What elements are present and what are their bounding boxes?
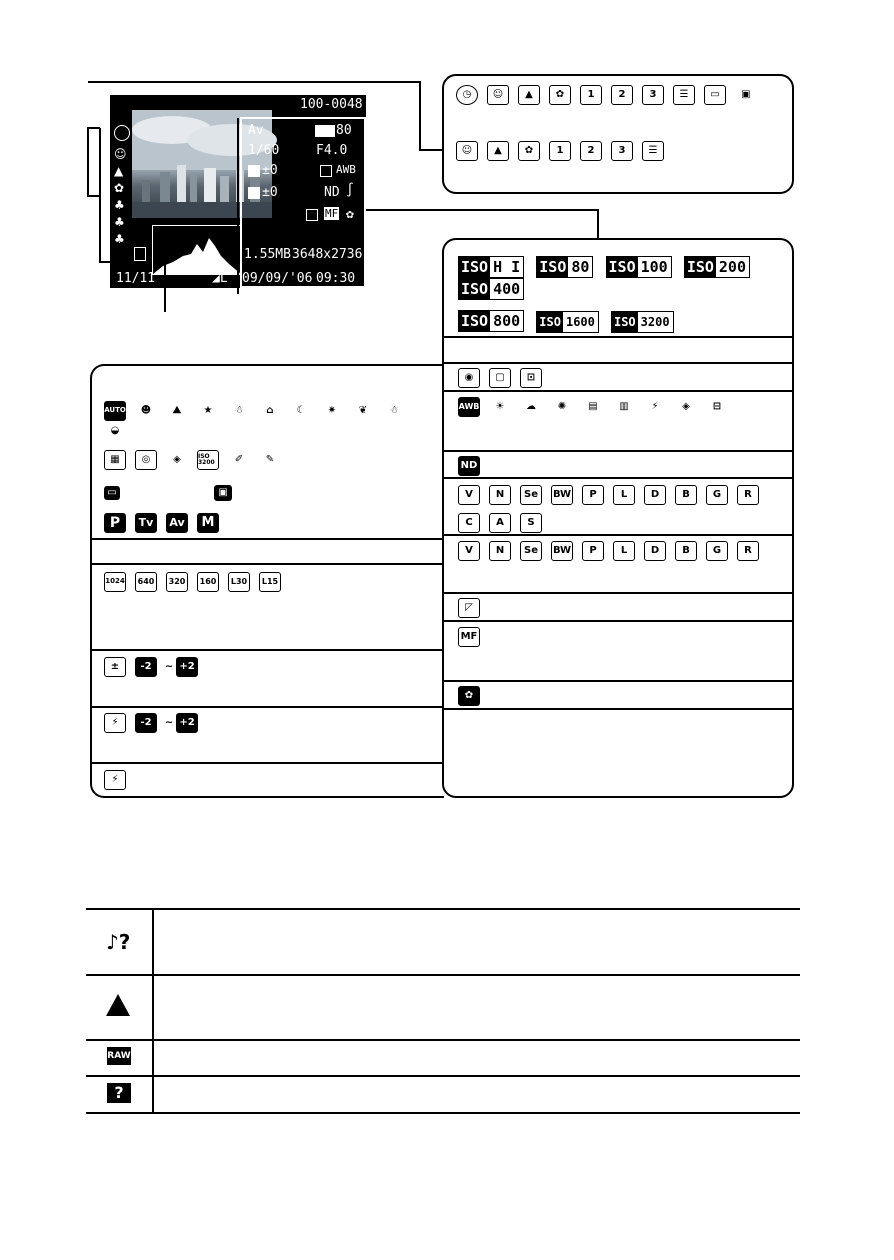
my-colors-icon: ∫ (346, 183, 354, 198)
my-colors-n-icon: N (489, 485, 511, 505)
tv-mode-icon: Tv (135, 513, 157, 533)
image-count: 11/11 (116, 271, 156, 286)
macro-icon: ✿ (346, 207, 354, 222)
todo-icon: ☰ (642, 141, 664, 161)
effect-n-icon: N (489, 541, 511, 561)
image-resolution: 3648x2736 (292, 247, 363, 262)
effect-se-icon: Se (520, 541, 542, 561)
fireworks-icon: ✷ (321, 401, 343, 421)
my-colors-b-icon: B (675, 485, 697, 505)
category-3-icon: 3 (642, 85, 664, 105)
category-panel (442, 74, 794, 194)
folder-icon: ▭ (704, 85, 726, 105)
divider (444, 620, 792, 622)
av-mode-icon: Av (166, 513, 188, 533)
manual-mode-icon: M (197, 513, 219, 533)
stitch-movie-icons (104, 482, 241, 501)
divider (92, 649, 444, 651)
shutter-speed: 1/60 (248, 143, 280, 158)
my-colors-v-icon: V (458, 485, 480, 505)
auto-mode-icon: AUTO (104, 401, 126, 421)
effect-l-icon: L (613, 541, 635, 561)
metering-icons (458, 367, 551, 388)
iso-3200-mode-icon: ISO 3200 (197, 450, 219, 470)
raw-icon: RAW (107, 1047, 131, 1065)
file-size: 1.55MB (244, 247, 291, 262)
foliage-icon: ❦ (352, 401, 374, 421)
photo-effect-icons (458, 540, 788, 561)
exposure-comp-value: ±0 (262, 163, 278, 178)
divider (444, 477, 792, 479)
movie-160-icon: 160 (197, 572, 219, 592)
flash-comp-icons (104, 712, 207, 733)
flash-minus-icon: -2 (135, 713, 157, 733)
divider (444, 390, 792, 392)
macro-icon: ✿ (458, 686, 480, 706)
iso-value: 80 (336, 123, 352, 138)
scenery-icon: ▲ (487, 141, 509, 161)
divider (444, 592, 792, 594)
tungsten-icon: ✺ (551, 397, 573, 417)
beach-icon: ◒ (104, 421, 126, 441)
column-divider (152, 908, 154, 1114)
center-weighted-icon: ▢ (489, 368, 511, 388)
landscape-icon: ⛰ (166, 401, 188, 421)
divider (92, 563, 444, 565)
divider (444, 362, 792, 364)
category-icons-row2 (456, 140, 673, 161)
category-2-icon: ♣ (114, 215, 125, 229)
table-border (86, 908, 800, 910)
color-swap-icon: ✎ (259, 450, 281, 470)
category-3-icon: ♣ (114, 232, 125, 246)
fe-lock-icon-row (458, 597, 489, 618)
category-1-icon: 1 (549, 141, 571, 161)
effect-v-icon: V (458, 541, 480, 561)
folder-file-number: 100-0048 (300, 97, 363, 112)
divider (444, 680, 792, 682)
flash-wb-icon: ⚡ (644, 397, 666, 417)
flash-output-icon-row (104, 769, 135, 790)
shooting-time: 09:30 (316, 271, 356, 286)
category-3-icon: 3 (611, 141, 633, 161)
my-colors-p-icon: P (582, 485, 604, 505)
iso-80-icon: ISO 80 (536, 256, 593, 278)
indoor-icon: ⌂ (259, 401, 281, 421)
my-colors-s-icon: S (520, 513, 542, 533)
divider (444, 450, 792, 452)
effect-b-icon: B (675, 541, 697, 561)
exposure-comp-icon: ± (104, 657, 126, 677)
people-icon: ☺ (487, 85, 509, 105)
left-settings-panel (90, 364, 444, 798)
table-row-divider (86, 1039, 800, 1041)
movie-l30-icon: L30 (228, 572, 250, 592)
flash-plus-icon: +2 (176, 713, 198, 733)
my-colors-l-icon: L (613, 485, 635, 505)
effect-g-icon: G (706, 541, 728, 561)
white-balance-icons (458, 396, 737, 417)
iso-hi-icon: ISO H I (458, 256, 524, 278)
manual-focus: MF (325, 207, 339, 220)
night-snapshot-icon: ★ (197, 401, 219, 421)
cloudy-icon: ☁ (520, 397, 542, 417)
shooting-date: 09/09/'06 (242, 271, 313, 286)
my-colors-g-icon: G (706, 485, 728, 505)
daylight-icon: ☀ (489, 397, 511, 417)
scenery-icon: ▲ (114, 164, 124, 178)
iso-800-icon: ISO 800 (458, 310, 524, 332)
my-colors-bw-icon: BW (551, 485, 573, 505)
events-icon: ✿ (114, 181, 125, 195)
creative-mode-icons (104, 512, 228, 533)
iso-100-icon: ISO 100 (606, 256, 672, 278)
portrait-icon: ☻ (135, 401, 157, 421)
exposure-comp-icons (104, 656, 207, 677)
effect-r-icon: R (737, 541, 759, 561)
effect-d-icon: D (644, 541, 666, 561)
movie-320-icon: 320 (166, 572, 188, 592)
icon-table (86, 908, 800, 1114)
iso-400-icon: ISO 400 (458, 278, 524, 300)
macro-icon-row (458, 685, 489, 706)
underwater-mode-icon: ◈ (166, 450, 188, 470)
category-1-icon: 1 (580, 85, 602, 105)
divider (92, 706, 444, 708)
nd-filter: ND (324, 185, 340, 200)
category-icons-row1 (456, 84, 766, 105)
category-2-icon: 2 (611, 85, 633, 105)
category-2-icon: 2 (580, 141, 602, 161)
program-mode-icon: P (104, 513, 126, 533)
iso-200-icon: ISO 200 (684, 256, 750, 278)
fluorescent-h-icon: ▥ (613, 397, 635, 417)
effect-p-icon: P (582, 541, 604, 561)
spot-metering-icon: ⊡ (520, 368, 542, 388)
iso-icons (458, 256, 788, 333)
nd-filter-icon-row (458, 455, 489, 476)
white-balance: AWB (336, 163, 356, 176)
shooting-mode: Av (248, 123, 264, 138)
table-border (86, 1112, 800, 1114)
movie-1024-icon: 1024 (104, 572, 126, 592)
table-row-divider (86, 974, 800, 976)
range-separator: ~ (166, 657, 172, 677)
my-colors-c-icon: C (458, 513, 480, 533)
range-separator: ~ (166, 713, 172, 733)
scenery-icon: ▲ (518, 85, 540, 105)
kids-pets-icon: ☃ (228, 401, 250, 421)
fluorescent-icon: ▤ (582, 397, 604, 417)
unknown-image-icon: ? (107, 1083, 131, 1103)
stitch-assist-icon: ▭ (104, 486, 120, 500)
events-icon: ✿ (549, 85, 571, 105)
my-category-icon: ◷ (456, 85, 478, 105)
my-colors-d-icon: D (644, 485, 666, 505)
fireworks-mode-icon: ▦ (104, 450, 126, 470)
fe-lock-icon: ◸ (458, 598, 480, 618)
my-colors-icons (458, 484, 788, 533)
movie-mode-icon: ▣ (214, 485, 232, 501)
exposure-plus-icon: +2 (176, 657, 198, 677)
aperture-value: F4.0 (316, 143, 348, 158)
category-1-icon: ♣ (114, 198, 125, 212)
scene-mode-icons (104, 400, 440, 470)
my-colors-a-icon: A (489, 513, 511, 533)
exposure-minus-icon: -2 (135, 657, 157, 677)
events-icon: ✿ (518, 141, 540, 161)
flash-output-icon: ⚡ (104, 770, 126, 790)
my-colors-r-icon: R (737, 485, 759, 505)
manual-focus-icon: MF (458, 627, 480, 647)
effect-bw-icon: BW (551, 541, 573, 561)
right-settings-panel (442, 238, 794, 798)
snow-icon: ☃ (383, 401, 405, 421)
underwater-icon: ◈ (675, 397, 697, 417)
color-accent-icon: ✐ (228, 450, 250, 470)
divider (92, 762, 444, 764)
nd-filter-icon: ND (458, 456, 480, 476)
movie-640-icon: 640 (135, 572, 157, 592)
sound-memo-icon: ♪? (106, 930, 131, 954)
movie-l15-icon: L15 (259, 572, 281, 592)
movie-icon: ▣ (735, 85, 757, 105)
people-icon: ☺ (114, 147, 127, 161)
divider (444, 534, 792, 536)
my-colors-se-icon: Se (520, 485, 542, 505)
movie-size-icons (104, 571, 290, 592)
todo-icon: ☰ (673, 85, 695, 105)
divider (92, 538, 444, 540)
iso-1600-icon: ISO 1600 (536, 311, 599, 333)
compression-icon: ◢L (212, 271, 228, 286)
night-scene-icon: ☾ (290, 401, 312, 421)
custom-wb-icon: ⊟ (706, 397, 728, 417)
aquarium-icon: ◎ (135, 450, 157, 470)
evaluative-metering-icon: ◉ (458, 368, 480, 388)
table-row-divider (86, 1075, 800, 1077)
awb-icon: AWB (458, 397, 480, 417)
divider (444, 336, 792, 338)
divider (444, 708, 792, 710)
warning-icon (106, 994, 130, 1016)
people-icon: ☺ (456, 141, 478, 161)
iso-3200-icon: ISO 3200 (611, 311, 674, 333)
mf-icon-row (458, 626, 489, 647)
flash-exposure-comp-icon: ⚡ (104, 713, 126, 733)
flash-comp-value: ±0 (262, 185, 278, 200)
